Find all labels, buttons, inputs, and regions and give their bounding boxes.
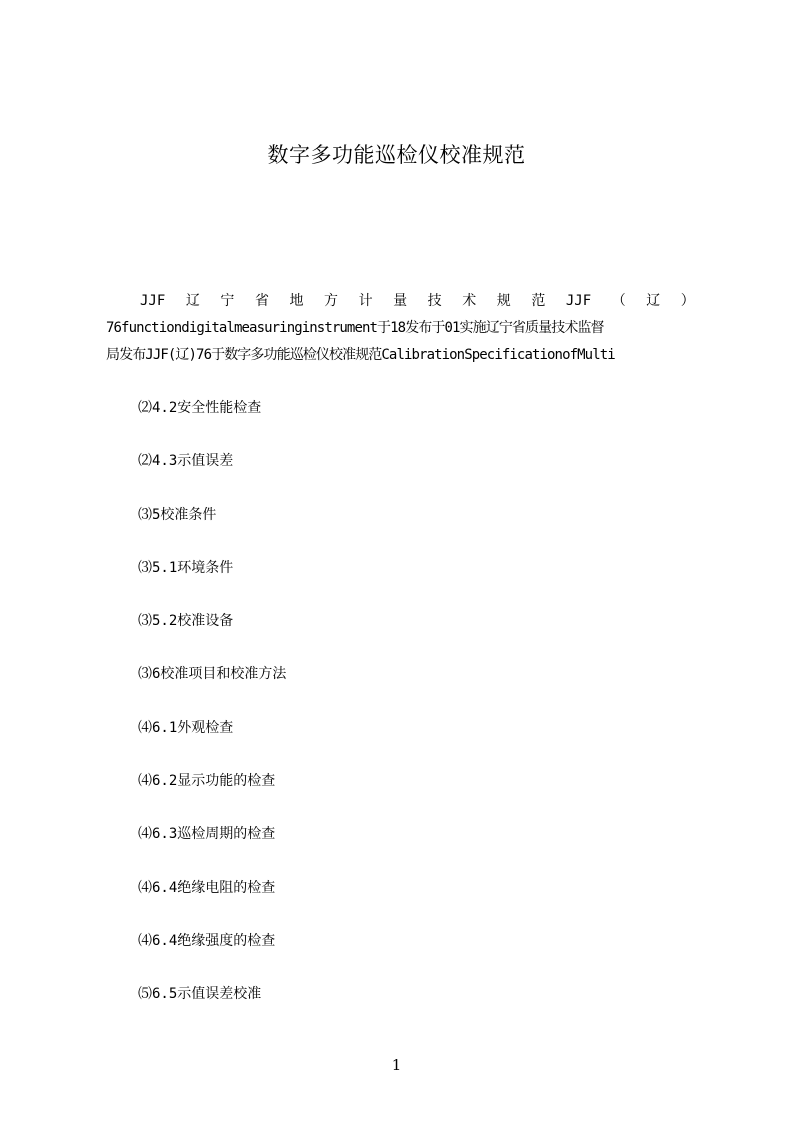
toc-item: ⑷6.4绝缘电阻的检查 (138, 879, 276, 896)
toc-item: ⑸6.5示值误差校准 (138, 986, 262, 1003)
intro-word: JJF (140, 293, 166, 309)
intro-word: 规 (496, 293, 511, 309)
intro-word: 宁 (220, 293, 235, 309)
intro-word: ） (680, 293, 695, 309)
intro-word: 技 (427, 293, 442, 309)
intro-word: 地 (289, 293, 304, 309)
toc-item: ⑵4.2安全性能检查 (138, 400, 262, 416)
intro-word: 量 (393, 293, 408, 309)
toc-item: ⑶5.2校准设备 (138, 613, 234, 630)
intro-word: 范 (531, 293, 546, 309)
intro-word: （ (611, 293, 626, 309)
intro-line-1 (106, 288, 695, 315)
page-number: 1 (391, 1056, 402, 1074)
toc-item: ⑷6.4绝缘强度的检查 (138, 932, 276, 949)
intro-word: 省 (254, 293, 269, 309)
toc-item: ⑷6.3巡检周期的检查 (138, 826, 276, 843)
toc-item: ⑵4.3示值误差 (138, 453, 234, 470)
intro-word: JJF (565, 293, 592, 309)
intro-word: 计 (358, 293, 373, 309)
intro-word: 方 (324, 293, 339, 309)
intro-word: 术 (462, 293, 477, 309)
toc-item: ⑷6.1外观检查 (138, 719, 234, 736)
intro-word: 辽 (185, 293, 200, 309)
toc-item: ⑶6校准项目和校准方法 (138, 666, 287, 683)
toc-item: ⑶5.1环境条件 (138, 559, 234, 576)
intro-word: 辽 (646, 293, 661, 309)
table-of-contents (138, 395, 698, 1035)
intro-paragraph (106, 288, 695, 369)
intro-line-3: 局发布JJF(辽)76于数字多功能巡检仪校准规范CalibrationSpecificationofMulti (106, 347, 615, 363)
intro-line-2: 76functiondigitalmeasuringinstrument于18发布于01实施辽宁省质量技术监督 (106, 320, 604, 336)
document-title: 数字多功能巡检仪校准规范 (267, 143, 526, 167)
toc-item: ⑶5校准条件 (138, 506, 217, 523)
toc-item: ⑷6.2显示功能的检查 (138, 773, 276, 790)
